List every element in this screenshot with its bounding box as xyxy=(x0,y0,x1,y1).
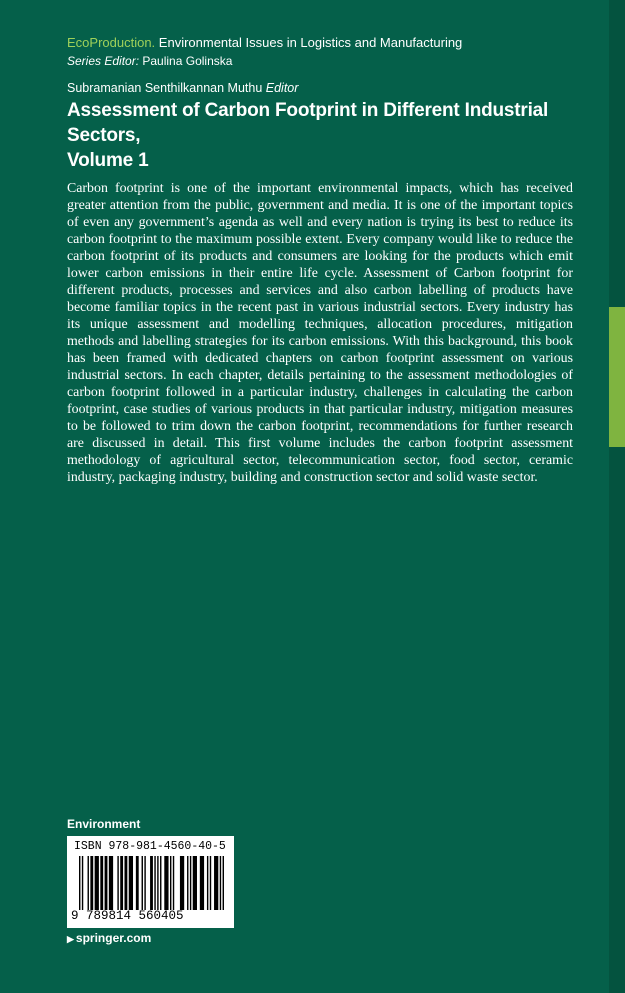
spine-edge xyxy=(609,0,625,993)
author-line xyxy=(67,80,298,97)
barcode-digits: 9 789814 560405 xyxy=(71,909,184,923)
book-title xyxy=(67,98,567,173)
barcode-bar xyxy=(136,856,139,910)
barcode-bar xyxy=(79,856,80,910)
series-title: Environmental Issues in Logistics and Manufacturing xyxy=(158,35,463,50)
series-header xyxy=(67,34,462,52)
series-brand: EcoProduction. xyxy=(67,35,156,50)
barcode-bar xyxy=(88,856,89,910)
barcode-bar xyxy=(214,856,218,910)
barcode-bar xyxy=(207,856,208,910)
barcode-bar xyxy=(95,856,99,910)
barcode-bar xyxy=(120,856,123,910)
publisher-link[interactable] xyxy=(67,931,151,947)
barcode-bar xyxy=(210,856,211,910)
barcode-bar xyxy=(90,856,93,910)
isbn-label: ISBN 978-981-4560-40-5 xyxy=(74,840,226,853)
barcode-bar xyxy=(223,856,224,910)
series-editor-line xyxy=(67,53,232,69)
barcode-bar xyxy=(190,856,191,910)
barcode-bar xyxy=(105,856,108,910)
subject-category: Environment xyxy=(67,817,141,831)
isbn-barcode-box xyxy=(67,836,234,928)
barcode-bar xyxy=(200,856,204,910)
barcode-bar xyxy=(129,856,133,910)
barcode-bar xyxy=(154,856,155,910)
barcode-bar xyxy=(157,856,158,910)
barcode-bar xyxy=(100,856,103,910)
publisher-url: springer.com xyxy=(75,931,152,945)
barcode-bar xyxy=(193,856,197,910)
series-editor-name: Paulina Golinska xyxy=(142,54,233,68)
book-title-line1: Assessment of Carbon Footprint in Different Industrial Sectors, xyxy=(67,100,549,146)
barcode-bar xyxy=(124,856,127,910)
barcode-bar xyxy=(164,856,168,910)
barcode-bar xyxy=(109,856,113,910)
barcode-bar xyxy=(170,856,171,910)
triangle-right-icon: ▶ xyxy=(67,934,74,944)
barcode-bar xyxy=(144,856,145,910)
book-title-line2: Volume 1 xyxy=(67,150,149,171)
author-name: Subramanian Senthilkannan Muthu xyxy=(67,81,263,95)
barcode-bar xyxy=(142,856,143,910)
barcode-bar xyxy=(160,856,161,910)
barcode-bar xyxy=(187,856,188,910)
book-description: Carbon footprint is one of the important environmental impacts, which has received greater attention from the public, government and media. It is one of the important topics of even any government’s agenda as well and every nation is trying its best to reduce its carbon footprint to the maximum possible extent. Every company would like to reduce the carbon footprint of its products and consumers are looking for the products which emit lower carbon emissions in their entire life cycle. Assessment of Carbon footprint for different products, processes and services and also carbon labelling of products have become familiar topics in the recent past in various industrial sectors. Every industry has its unique assessment and modelling techniques, allocation procedures, mitigation methods and labelling strategies for its carbon emissions. With this background, this book has been framed with dedicated chapters on carbon footprint assessment on various industrial sectors. In each chapter, details pertaining to the assessment methodologies of carbon footprint followed in a particular industry, challenges in calculating the carbon footprint, case studies of various products in that particular industry, mitigation measures to be followed to trim down the carbon footprint, recommendations for further research are discussed in detail. This first volume includes the carbon footprint assessment methodology of agricultural sector, telecommunication sector, food sector, ceramic industry, packaging industry, building and construction sector and solid waste sector. xyxy=(67,181,573,485)
barcode-bar xyxy=(220,856,221,910)
barcode-bar xyxy=(180,856,184,910)
barcode-bar xyxy=(150,856,153,910)
color-tab xyxy=(609,307,625,447)
barcode-bar xyxy=(82,856,83,910)
barcode-bar xyxy=(117,856,118,910)
barcode-image xyxy=(79,856,224,910)
barcode-bar xyxy=(173,856,174,910)
author-role: Editor xyxy=(265,81,299,95)
series-editor-label: Series Editor: xyxy=(67,54,140,68)
